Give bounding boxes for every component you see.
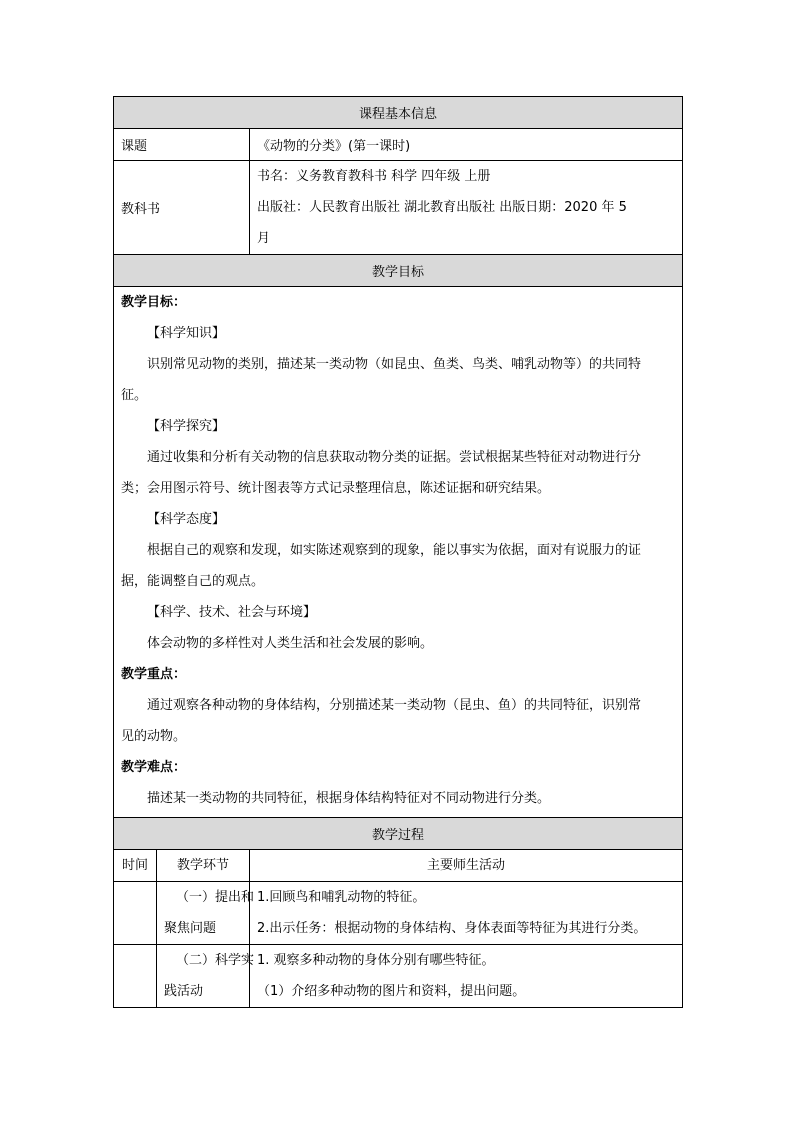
process-row-stage bbox=[157, 945, 255, 1008]
activity-line-2: 2.出示任务：根据动物的身体结构、身体表面等特征为其进行分类。 bbox=[257, 921, 647, 936]
process-header-stage: 教学环节 bbox=[157, 850, 250, 882]
process-row bbox=[114, 882, 683, 945]
knowledge-title: 【科学知识】 bbox=[147, 326, 226, 341]
activity-line-1: 1. 观察多种动物的身体分别有哪些特征。 bbox=[257, 953, 495, 968]
lesson-plan-table bbox=[113, 96, 683, 1008]
textbook-value bbox=[250, 161, 683, 255]
process-row-time bbox=[114, 945, 157, 1008]
process-row bbox=[114, 945, 683, 1008]
activity-line-1: 1.回顾鸟和哺乳动物的特征。 bbox=[257, 890, 426, 905]
key-points-line-2: 见的动物。 bbox=[121, 729, 187, 744]
difficult-points-line-1: 描述某一类动物的共同特征，根据身体结构特征对不同动物进行分类。 bbox=[147, 791, 551, 806]
stage-line-2: 聚焦问题 bbox=[164, 921, 217, 936]
goals-heading: 教学目标： bbox=[121, 295, 187, 310]
textbook-line-2: 出版社：人民教育出版社 湖北教育出版社 出版日期：2020 年 5 bbox=[257, 200, 627, 215]
knowledge-line-2: 征。 bbox=[121, 388, 148, 403]
key-points-heading: 教学重点： bbox=[121, 667, 187, 682]
difficult-points-heading: 教学难点： bbox=[121, 760, 187, 775]
inquiry-line-1: 通过收集和分析有关动物的信息获取动物分类的证据。尝试根据某些特征对动物进行分 bbox=[147, 450, 642, 465]
topic-label: 课题 bbox=[114, 129, 250, 161]
attitude-title: 【科学态度】 bbox=[147, 512, 226, 527]
inquiry-line-2: 类；会用图示符号、统计图表等方式记录整理信息，陈述证据和研究结果。 bbox=[121, 481, 551, 496]
topic-value: 《动物的分类》(第一课时) bbox=[250, 129, 683, 161]
textbook-label: 教科书 bbox=[114, 161, 250, 255]
textbook-line-3: 月 bbox=[257, 231, 271, 246]
key-points-line-1: 通过观察各种动物的身体结构，分别描述某一类动物（昆虫、鱼）的共同特征，识别常 bbox=[147, 698, 642, 713]
section-goals: 教学目标 bbox=[114, 255, 683, 287]
process-header-time: 时间 bbox=[114, 850, 157, 882]
process-header-activity: 主要师生活动 bbox=[250, 850, 683, 882]
knowledge-line-1: 识别常见动物的类别，描述某一类动物（如昆虫、鱼类、鸟类、哺乳动物等）的共同特 bbox=[147, 357, 642, 372]
stage-line-2: 践活动 bbox=[164, 984, 204, 999]
goals-content bbox=[114, 287, 683, 818]
stage-line-1: （二）科学实 bbox=[176, 953, 255, 968]
process-row-activity bbox=[250, 882, 683, 945]
section-basic-info: 课程基本信息 bbox=[114, 97, 683, 129]
process-row-stage bbox=[157, 882, 255, 945]
inquiry-title: 【科学探究】 bbox=[147, 419, 226, 434]
attitude-line-2: 据，能调整自己的观点。 bbox=[121, 574, 265, 589]
textbook-line-1: 书名：义务教育教科书 科学 四年级 上册 bbox=[257, 169, 491, 184]
sts-line-1: 体会动物的多样性对人类生活和社会发展的影响。 bbox=[147, 636, 434, 651]
stage-line-1: （一）提出和 bbox=[176, 890, 255, 905]
section-process: 教学过程 bbox=[114, 818, 683, 850]
process-row-activity bbox=[250, 945, 683, 1008]
sts-title: 【科学、技术、社会与环境】 bbox=[147, 605, 317, 620]
attitude-line-1: 根据自己的观察和发现，如实陈述观察到的现象，能以事实为依据，面对有说服力的证 bbox=[147, 543, 642, 558]
process-row-time bbox=[114, 882, 157, 945]
activity-line-2: （1）介绍多种动物的图片和资料，提出问题。 bbox=[257, 984, 526, 999]
